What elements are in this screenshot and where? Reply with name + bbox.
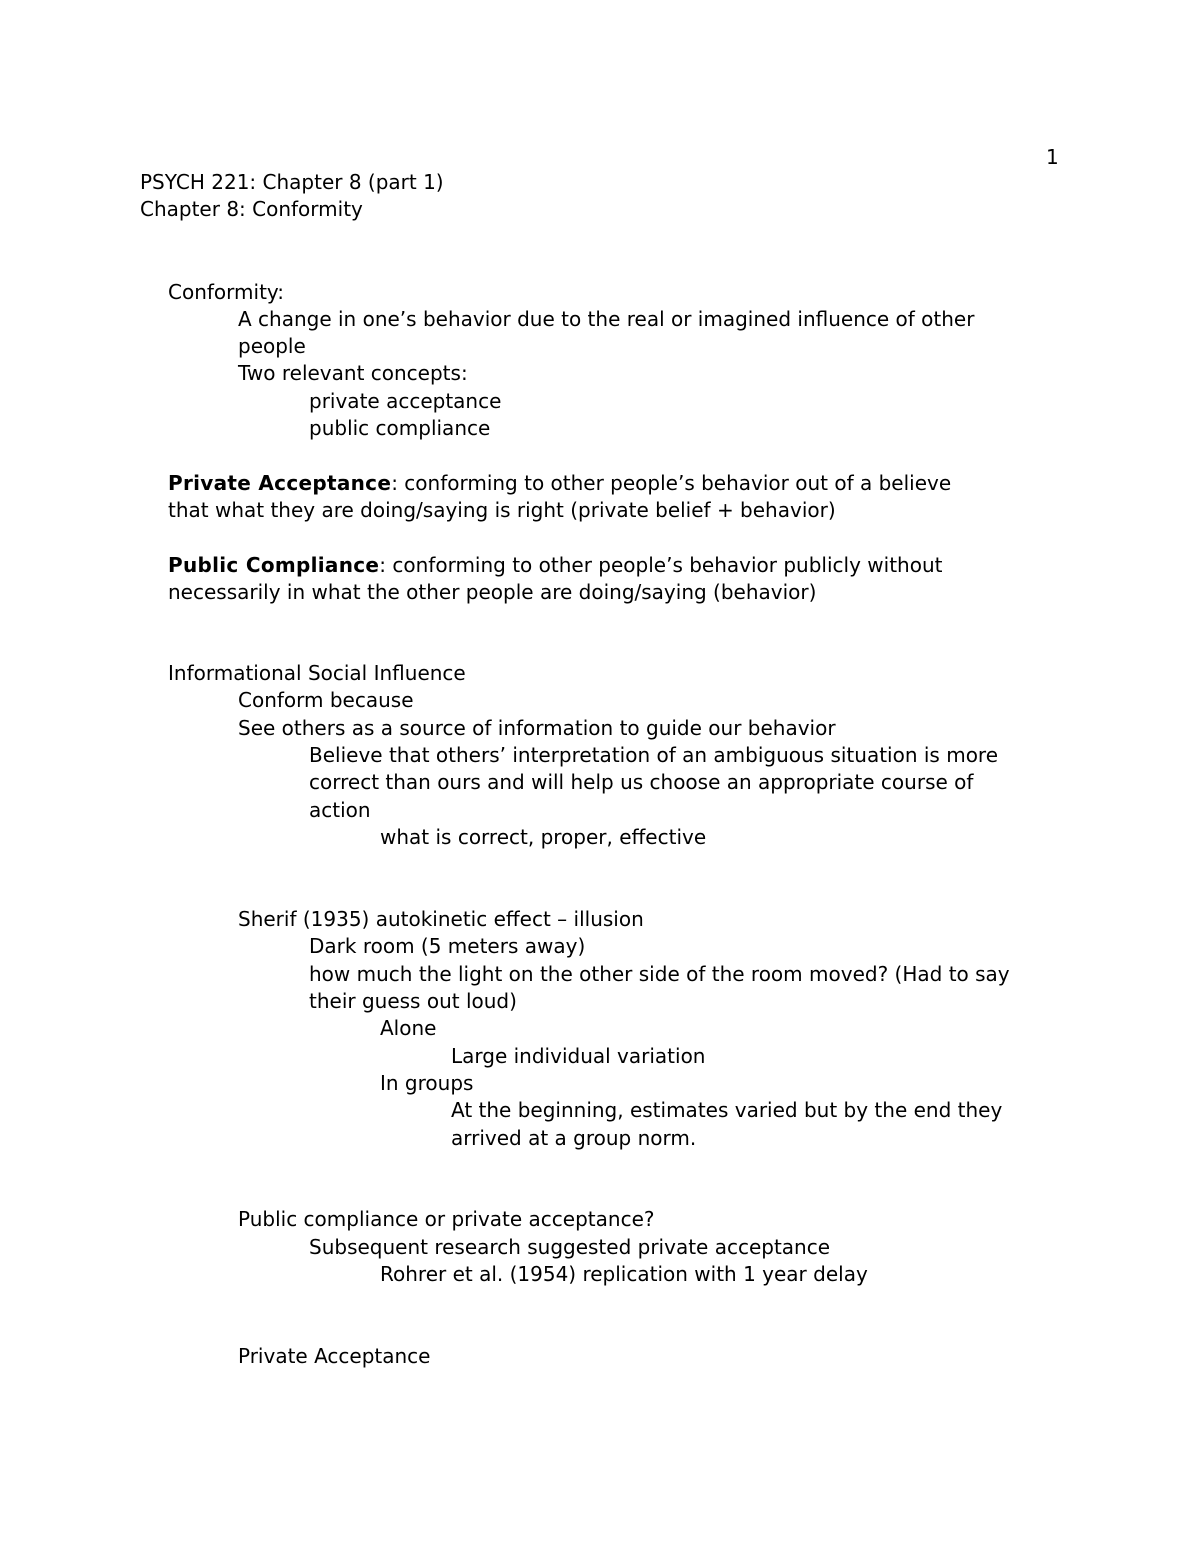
sherif-item2-line2: their guess out loud)	[309, 989, 517, 1013]
sherif-item1: Dark room (5 meters away)	[309, 934, 586, 958]
sherif-alone: Alone	[380, 1016, 437, 1040]
sherif-groups-line2: arrived at a group norm.	[451, 1126, 697, 1150]
conformity-definition-line1: A change in one’s behavior due to the real or imagined influence of other	[238, 307, 975, 331]
sherif-groups: In groups	[380, 1071, 474, 1095]
last-section-item: Private Acceptance	[238, 1344, 431, 1368]
course-title: PSYCH 221: Chapter 8 (part 1)	[140, 170, 444, 194]
sherif-alone-sub: Large individual variation	[451, 1044, 706, 1068]
sherif-title: Sherif (1935) autokinetic effect – illusion	[238, 907, 644, 931]
informational-item1: Conform because	[238, 688, 414, 712]
informational-sub-line2: correct than ours and will help us choose an appropriate course of	[309, 770, 974, 794]
chapter-title: Chapter 8: Conformity	[140, 197, 363, 221]
concept-private-acceptance: private acceptance	[309, 389, 502, 413]
conformity-definition-line2: people	[238, 334, 306, 358]
public-compliance-text: : conforming to other people’s behavior publicly without	[379, 553, 943, 577]
public-compliance-term: Public Compliance	[168, 553, 380, 577]
informational-item2: See others as a source of information to guide our behavior	[238, 716, 836, 740]
private-acceptance-definition	[168, 470, 951, 497]
private-acceptance-line2: that what they are doing/saying is right (private belief + behavior)	[168, 498, 836, 522]
concepts-label: Two relevant concepts:	[238, 361, 468, 385]
public-or-private-question: Public compliance or private acceptance?	[238, 1207, 655, 1231]
informational-subsub: what is correct, proper, effective	[380, 825, 707, 849]
document-header	[140, 169, 444, 223]
private-acceptance-text: : conforming to other people’s behavior out of a believe	[391, 471, 952, 495]
sherif-item2-line1: how much the light on the other side of the room moved? (Had to say	[309, 962, 1010, 986]
conformity-heading: Conformity:	[168, 280, 285, 304]
concept-public-compliance: public compliance	[309, 416, 491, 440]
private-acceptance-term: Private Acceptance	[168, 471, 392, 495]
public-or-private-item: Subsequent research suggested private acceptance	[309, 1235, 831, 1259]
informational-sub-line1: Believe that others’ interpretation of an ambiguous situation is more	[309, 743, 999, 767]
informational-sub-line3: action	[309, 798, 371, 822]
public-compliance-line2: necessarily in what the other people are doing/saying (behavior)	[168, 580, 817, 604]
sherif-groups-line1: At the beginning, estimates varied but by the end they	[451, 1098, 1003, 1122]
page-number: 1	[1046, 145, 1059, 169]
public-compliance-definition	[168, 552, 942, 579]
informational-heading: Informational Social Influence	[168, 661, 466, 685]
public-or-private-subitem: Rohrer et al. (1954) replication with 1 year delay	[380, 1262, 868, 1286]
